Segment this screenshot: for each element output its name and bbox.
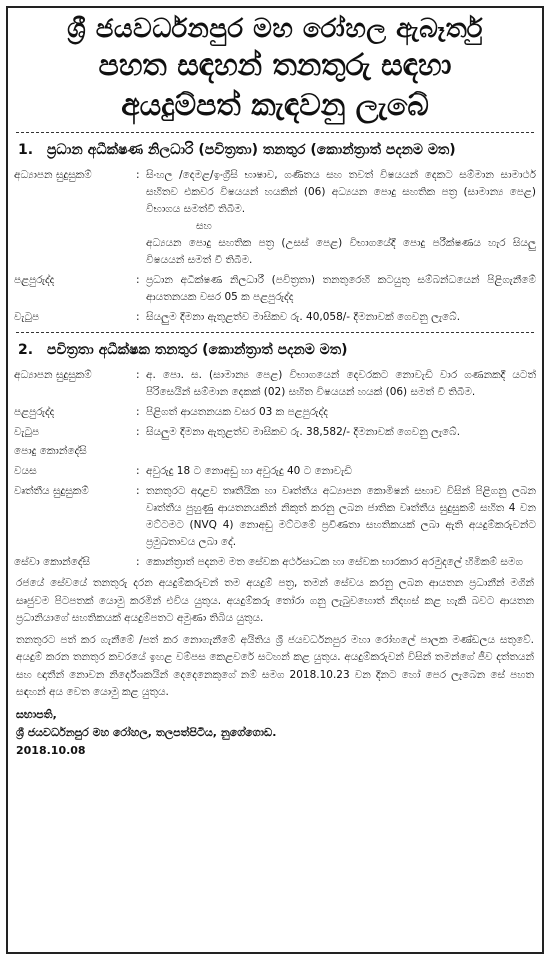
signature-address: ශ්‍රී ජයවර්ධනපුර මහ රෝහල, තලපත්පිටිය, නුගේගොඩ. xyxy=(16,725,277,739)
section2-salary-row xyxy=(14,424,536,441)
instructions-paragraph-2: තනතුරට පත් කර ගැනීමේ /පත් කර නොගැනීමේ අයිතිය ශ්‍රී ජයවර්ධනපුර මහා රෝහලේ පාලක මණ්ඩලය සතුවේ. අයදුම් කරන තනතුර කවරයේ ඉහළ වම්පස කෙළවරේ සටහන් කළ යුතුය. අයදුම්කරුවන් විසින් තමන්ගේ ජීව දත්තයන් සහ ඥාතීන් නොවන නිර්දේශකයින් දෙදෙනෙකුගේ නම් සමග 2018.10.23 වන දිනට හෝ පෙර ලැබෙන සේ පහත සඳහන් අය වෙත යොමු කළ යුතුය. xyxy=(16,633,534,698)
colon: : xyxy=(136,274,140,286)
section2-service-text: කොන්ත්‍රාත් පදනම මත සේවක අර්ථසාධක හා සේවක භාරකාර අරමුදලේ හිමිකම් සමග xyxy=(146,556,524,568)
section2-salary-label: වැටුප xyxy=(14,426,40,438)
divider xyxy=(16,332,534,333)
colon: : xyxy=(136,556,140,568)
section2-number: 2. xyxy=(18,342,34,358)
section1-experience-label: පළපුරුද්ද xyxy=(14,274,55,286)
colon: : xyxy=(136,169,140,181)
section2-vocational-row xyxy=(14,483,536,551)
signature-title: සභාපති, xyxy=(16,707,57,721)
section2-education-row xyxy=(14,367,536,401)
section1-education-and: සහ xyxy=(196,220,212,232)
colon: : xyxy=(136,485,140,497)
section2-education-label: අධ්‍යාපන සුදුසුකම් xyxy=(14,369,92,381)
section1-experience-row xyxy=(14,272,536,306)
section2-service-label: සේවා කොන්දේසි xyxy=(14,556,91,568)
section1-salary-label: වැටුප xyxy=(14,311,40,323)
section2-title-text: පවිත්‍රතා අධීක්ෂක තනතුර (කොන්ත්‍රාත් පදනම මත) xyxy=(46,342,348,358)
section1-salary-text: සියලුම දීමනා ඇතුළත්ව මාසිකව රු. 40,058/- දීමනාවක් ගෙවනු ලැබේ. xyxy=(146,311,461,323)
section1-education-row xyxy=(14,167,536,218)
section1-education-row2 xyxy=(14,235,536,269)
section2-vocational-label: වෘත්තීය සුදුසුකම් xyxy=(14,485,89,497)
section1-education-text2: අධ්‍යයන පොදු සහතික පත්‍ර (උසස් පෙළ) විභාගයේදී පොදු පරීක්ෂණය හැර සියලු විෂයයන් සමත් වී තිබීම. xyxy=(146,237,536,266)
section2-experience-label: පළපුරුද්ද xyxy=(14,406,55,418)
section1-salary-row xyxy=(14,309,536,326)
section1-education-label: අධ්‍යාපන සුදුසුකම් xyxy=(14,169,92,181)
colon: : xyxy=(136,465,140,477)
advertisement-header xyxy=(8,8,542,126)
section2-age-label: වයස xyxy=(14,465,37,477)
section2-experience-row xyxy=(14,404,536,421)
divider xyxy=(16,132,534,133)
section1-title-text: ප්‍රධාන අධීක්ෂණ නිලධාරි (පවිත්‍රතා) තනතුර (කොන්ත්‍රාත් පදනම මත) xyxy=(46,142,456,158)
colon: : xyxy=(136,311,140,323)
advertisement xyxy=(6,6,544,954)
section2-title xyxy=(18,341,542,359)
section2-education-text: අ. පො. ස. (සාමාන්‍ය පෙළ) විභාගයෙන් දෙවරකට නොවැඩි වාර ගණනකදී යටත් පිරිසෙයින් සම්මාන දෙකක් (02) සහිත විෂයයන් හයක් (06) සමත් වී තිබීම. xyxy=(146,369,536,398)
section2-service-row xyxy=(14,554,536,571)
header-title-line2: පහත සඳහන් තනතුරු සඳහා xyxy=(98,48,452,83)
section2-experience-text: පිළිගත් ආයතනයක වසර 03 ක පළපුරුද්ද xyxy=(146,406,328,418)
header-title-line3: අයදුම්පත් කැඳවනු ලැබේ xyxy=(121,88,429,123)
section2-age-row xyxy=(14,463,536,480)
section1-education-text1: සිංහල /දෙමළ/ඉංග්‍රීසි භාෂාව, ගණිතය සහ තවත් විෂයයන් දෙකට සම්මාන සාමාර්ථ සහිතව එකවර විෂයයන් හයකින් (06) අධ්‍යයන පොදු සහතික පත්‍ර (සාමාන්‍ය පෙළ) විභාගය සමත්වී තිබීම. xyxy=(146,169,536,215)
colon: : xyxy=(136,426,140,438)
section1-experience-text: ප්‍රධාන අධීක්ෂණ නිලධාරී (පවිත්‍රතා) තනතුරෙහි කටයුතු සම්බන්ධයෙන් පිළිගැනීමේ ආයතනයක වසර 05 ක පළපුරුද්ද xyxy=(146,274,536,303)
section2-vocational-text: තනතුරට අදාළව තෘතීයික හා වෘත්තීය අධ්‍යාපන කොමිෂන් සභාව විසින් පිළිගනු ලබන වෘත්තීය පුහුණු ආයතනයකින් නිකුත් කරනු ලබන ජාතික වෘත්තීය සුදුසුකම් සහිත 4 වන මට්ටමට (NVQ 4) නොඅඩු මට්ටමේ ප්‍රවීණතා සහතිකයක් ලබා ඇති අයදුම්කරුවන්ට ප්‍රමුඛතාවය ලබා දේ. xyxy=(146,485,536,548)
header-title-line1: ශ්‍රී ජයවර්ධනපුර මහ රෝහල ඇබෑර්තු xyxy=(67,14,483,44)
section2-age-text: අවුරුදු 18 ට නොඅඩු හා අවුරුදු 40 ට නොවැඩි xyxy=(146,465,352,477)
general-conditions-label: පොදු කොන්දේසි xyxy=(14,445,87,457)
signature-block xyxy=(16,706,534,760)
section1-education-and-row xyxy=(14,218,536,235)
instructions-paragraph-1: රජයේ සේවයේ තනතුරු දරන අයදුම්කරුවන් තම අයදුම් පත්‍ර, තමන් සේවය කරනු ලබන ආයතන ප්‍රධානීන් මගින් සෘජුවම පිටපතක් යොමු කරමින් එවිය යුතුය. අයදුම්කරු තෝරා ගනු ලැබුවහොත් නිදහස් කළ හැකි බවට ආයතන ප්‍රධානියාගේ සහතිකයක් අයදුම්පතට අමුණා තිබිය යුතුය. xyxy=(16,577,534,624)
section1-number: 1. xyxy=(18,142,34,158)
signature-date: 2018.10.08 xyxy=(16,743,86,757)
section1-title xyxy=(18,141,542,159)
colon: : xyxy=(136,406,140,418)
colon: : xyxy=(136,369,140,381)
section2-salary-text: සියලුම දීමනා ඇතුළත්ව මාසිකව රු. 38,582/- දීමනාවක් ගෙවනු ලැබේ. xyxy=(146,426,461,438)
